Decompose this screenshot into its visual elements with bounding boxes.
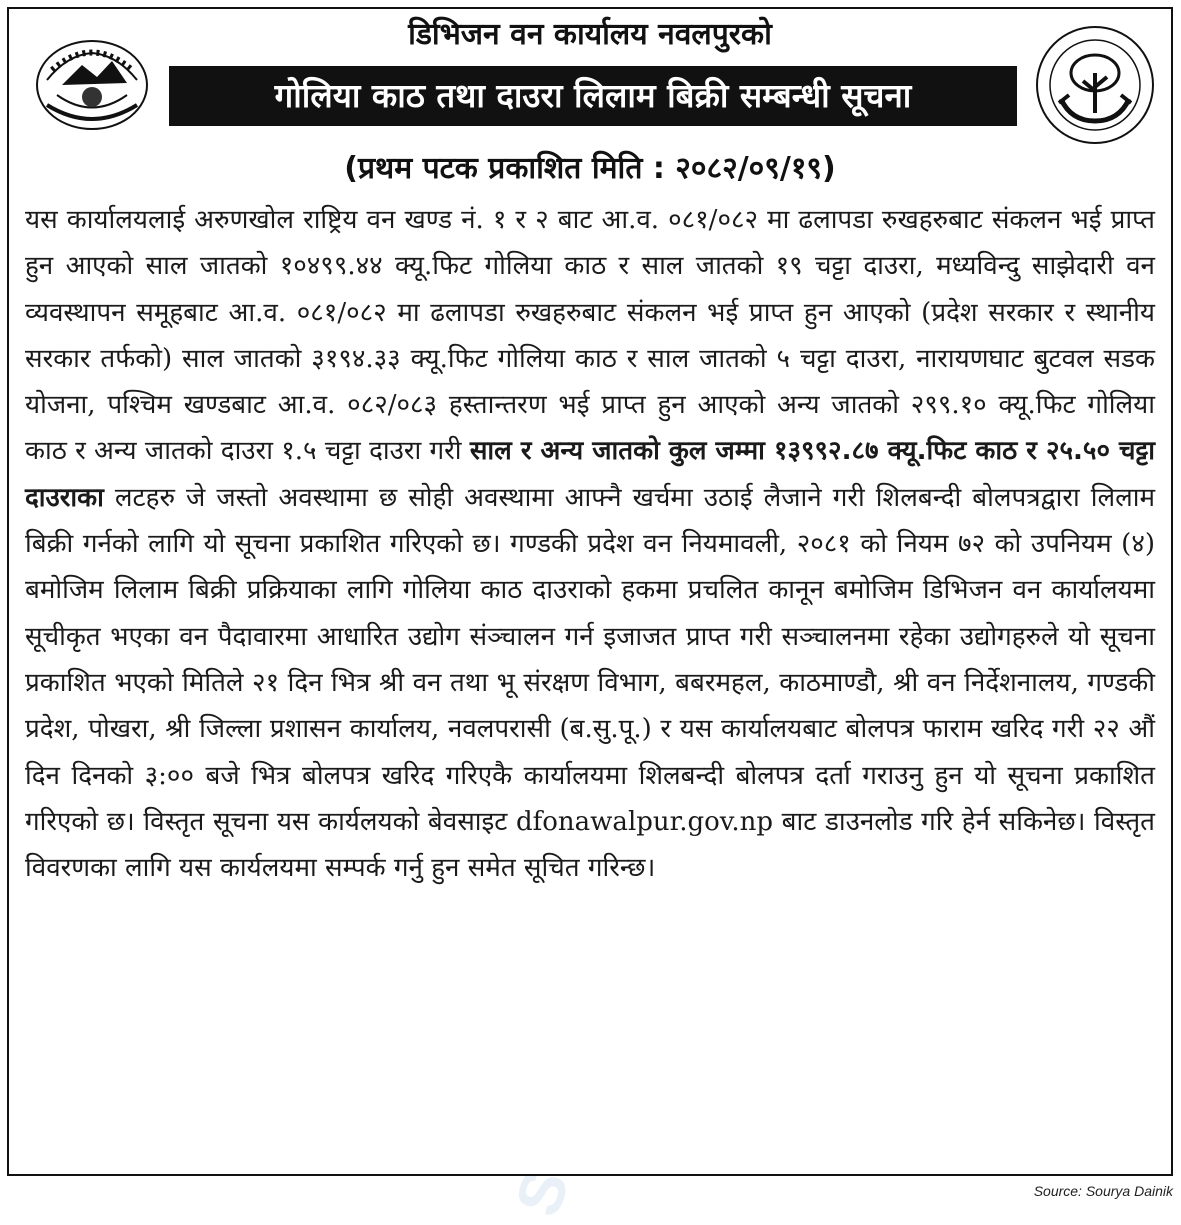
- notice-title: गोलिया काठ तथा दाउरा लिलाम बिक्री सम्बन्धी सूचना: [169, 66, 1017, 126]
- office-name: डिभिजन वन कार्यालय नवलपुरको: [408, 17, 772, 52]
- body-highlight: साल र अन्य जातको कुल जम्मा १३९९२.८७ क्यू.फिट काठ र २५.५० चट्टा दाउराका: [25, 436, 1156, 513]
- body-rest: लटहरु जे जस्तो अवस्थामा छ सोही अवस्थामा आफ्नै खर्चमा उठाई लैजाने गरी शिलबन्दी बोलपत्रद्वारा लिलाम बिक्री गर्नको लागि यो सूचना प्रकाशित गरिएको छ। गण्डकी प्रदेश वन नियमावली, २०८१ को नियम ७२ को उपनियम (४) बमोजिम लिलाम बिक्री प्रक्रियाका लागि गोलिया काठ दाउराको हकमा प्रचलित कानून बमोजिम डिभिजन वन कार्यालयमा सूचीकृत भएका वन पैदावारमा आधारित उद्योग संञ्चालन गर्न इजाजत प्राप्त गरी सञ्चालनमा रहेका उद्योगहरुले यो सूचना प्रकाशित भएको मितिले २१ दिन भित्र श्री वन तथा भू संरक्षण विभाग, बबरमहल, काठमाण्डौ, श्री वन निर्देशनालय, गण्डकी प्रदेश, पोखरा, श्री जिल्ला प्रशासन कार्यालय, नवलपरासी (ब.सु.पू.) र यस कार्यालयबाट बोलपत्र फाराम खरिद गरी २२ औं दिन दिनको ३:०० बजे भित्र बोलपत्र खरिद गरिएकै कार्यालयमा शिलबन्दी बोलपत्र दर्ता गराउनु हुन यो सूचना प्रकाशित गरिएको छ। विस्तृत सूचना यस कार्यलयको बेवसाइट dfonawalpur.gov.np बाट डाउनलोड गरि हेर्न सकिनेछ। विस्तृत विवरणका लागि यस कार्यलयमा सम्पर्क गर्नु हुन समेत सूचित गरिन्छ।: [25, 482, 1155, 884]
- publication-date: (प्रथम पटक प्रकाशित मिति : २०८२/०९/१९): [344, 151, 836, 186]
- body-intro: यस कार्यालयलाई अरुणखोल राष्ट्रिय वन खण्ड नं. १ र २ बाट आ.व. ०८१/०८२ मा ढलापडा रुखहरुबाट संकलन भई प्राप्त हुन आएको साल जातको १०४९९.४४ क्यू.फिट गोलिया काठ र साल जातको १९ चट्टा दाउरा, मध्यविन्दु साझेदारी वन व्यवस्थापन समूहबाट आ.व. ०८१/०८२ मा ढलापडा रुखहरुबाट संकलन भई प्राप्त हुन आएको (प्रदेश सरकार र स्थानीय सरकार तर्फको) साल जातको ३१९४.३३ क्यू.फिट गोलिया काठ र साल जातको ५ चट्टा दाउरा, नारायणघाट बुटवल सडक योजना, पश्चिम खण्डबाट आ.व. ०८२/०८३ हस्तान्तरण भई प्राप्त हुन आएको अन्य जातको २९९.१० क्यू.फिट गोलिया काठ र अन्य जातको दाउरा १.५ चट्टा दाउरा गरी: [25, 205, 1155, 467]
- notice-body: [25, 197, 1155, 891]
- forest-department-logo-icon: [1031, 21, 1159, 149]
- source-credit: Source: Sourya Dainik: [1033, 1183, 1173, 1199]
- notice-box: [7, 7, 1173, 1176]
